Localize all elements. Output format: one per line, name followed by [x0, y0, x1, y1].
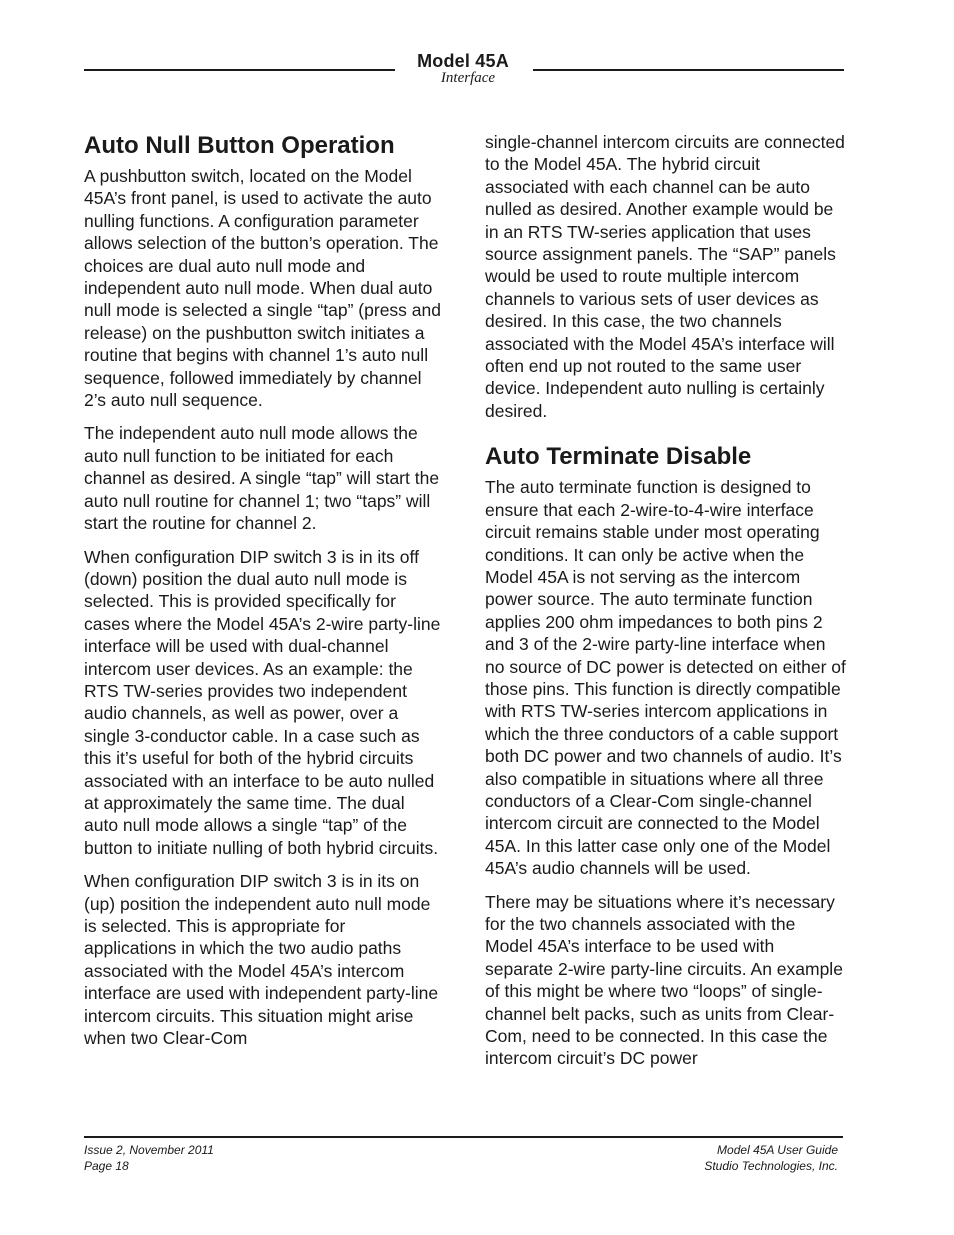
paragraph: The auto terminate function is designed to ensure that each 2-wire-to-4-wire interface circuit remains stable under most operating conditions. It can only be active when the Model 45A is not serving as the intercom power source. The auto terminate function applies 200 ohm impedances to both pins 2 and 3 of the 2-wire party-line interface when no source of DC power is detected on either of those pins. This function is directly compatible with RTS TW-series intercom applications in which the three conductors of a cable support both DC power and two channels of audio. It’s also compatible in situations where all three conductors of a Clear-Com single-channel intercom circuit are connected to the Model 45A. In this latter case only one of the Model 45A’s audio channels will be used. [485, 477, 846, 879]
section-heading-auto-null: Auto Null Button Operation [84, 132, 395, 159]
brand-subtitle: Interface [440, 70, 496, 86]
footer-page-number: Page 18 [84, 1158, 129, 1173]
header-rule-right [533, 69, 844, 71]
section-heading-auto-terminate: Auto Terminate Disable [485, 443, 752, 471]
footer-left [84, 1143, 214, 1174]
paragraph: When configuration DIP switch 3 is in its on (up) position the independent auto null mode is selected. This is appropriate for applications in which the two audio paths associated with the Model 45A’s intercom interface are used with independent party-line intercom circuits. This situation might arise when two Clear-Com [84, 871, 439, 1049]
paragraph: There may be situations where it’s necessary for the two channels associated with the Model 45A’s interface to be used with separate 2-wire party-line circuits. An example of this might be where two “loops” of single-channel belt packs, such as units from Clear-Com, need to be connected. In this case the intercom circuit’s DC power [485, 891, 843, 1069]
left-column [84, 131, 442, 1060]
paragraph: The independent auto null mode allows the auto null function to be initiated for each channel as desired. A single “tap” will start the auto null routine for channel 1; two “taps” will start the routine for channel 2. [84, 423, 440, 534]
footer-issue: Issue 2, November 2011 [84, 1143, 214, 1157]
header-rule-left [84, 69, 395, 71]
footer-guide-title: Model 45A User Guide [717, 1143, 838, 1157]
brand-model: Model 45A [417, 51, 509, 71]
right-column [485, 131, 847, 1081]
footer-company: Studio Technologies, Inc. [704, 1158, 838, 1173]
paragraph: When configuration DIP switch 3 is in its off (down) position the dual auto null mode is selected. This is provided specifically for cases where the Model 45A’s 2-wire party-line interface will be used with dual-channel intercom user devices. As an example: the RTS TW-series provides two independent audio channels, as well as power, over a single 3-conductor cable. In a case such as this it’s useful for both of the hybrid circuits associated with an interface to be auto nulled at approximately the same time. The dual auto null mode allows a single “tap” of the button to initiate nulling of both hybrid circuits. [84, 546, 441, 858]
paragraph-continuation: single-channel intercom circuits are connected to the Model 45A. The hybrid circuit associated with each channel can be auto nulled as desired. Another example would be in an RTS TW-series application that uses source assignment panels. The “SAP” panels would be used to route multiple intercom channels to various sets of user devices as desired. In this case, the two channels associated with the Model 45A’s interface will often end up not routed to the same user device. Independent auto nulling is certainly desired. [485, 132, 845, 421]
footer-right [704, 1143, 838, 1174]
footer-rule [84, 1136, 843, 1138]
paragraph: A pushbutton switch, located on the Model 45A’s front panel, is used to activate the auto nulling functions. A configuration parameter allows selection of the button’s operation. The choices are dual auto null mode and independent auto null mode. When dual auto null mode is selected a single “tap” (press and release) on the pushbutton switch initiates a routine that begins with channel 1’s auto null sequence, followed immediately by channel 2’s auto null sequence. [84, 166, 441, 411]
brand-logo [404, 51, 522, 85]
